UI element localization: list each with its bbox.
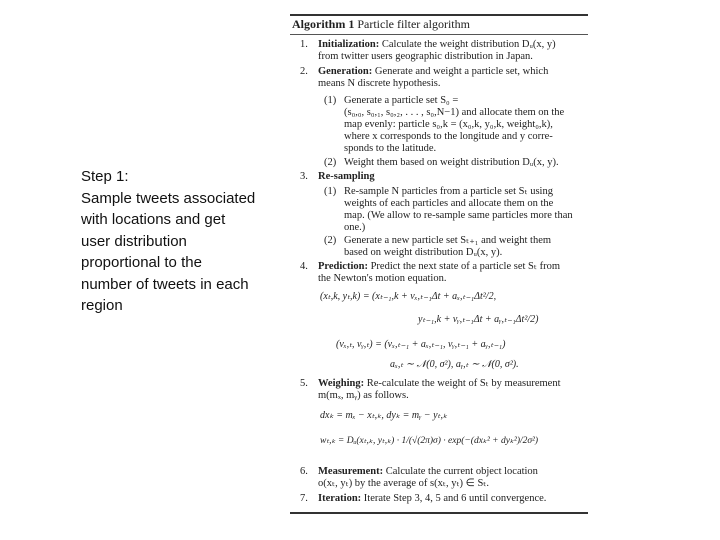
prediction-equation: yₜ₋₁,k + vᵧ,ₜ₋₁Δt + aᵧ,ₜ₋₁Δt²/2): [418, 314, 539, 325]
substep-line: sponds to the latitude.: [344, 143, 437, 154]
step-line: Generation: Generate and weight a particle set, which: [318, 66, 549, 77]
top-rule: [290, 14, 588, 16]
step-caption: [81, 166, 276, 317]
substep-number: (2): [324, 157, 337, 168]
step-line: the Newton's motion equation.: [318, 273, 447, 284]
caption-line: proportional to the: [81, 254, 202, 271]
step-line: from twitter users geographic distribution in Japan.: [318, 51, 533, 62]
algorithm-label: Algorithm 1: [292, 17, 355, 31]
substep-line: Generate a particle set S₀ =: [344, 95, 459, 106]
weighing-equation: dxₖ = mₓ − xₜ,ₖ, dyₖ = mᵧ − yₜ,ₖ: [320, 410, 448, 421]
substep-number: (2): [324, 235, 337, 246]
caption-line: region: [81, 297, 123, 314]
caption-line: user distribution: [81, 232, 187, 250]
substep-line: Weight them based on weight distribution Dᵤ(x, y).: [344, 157, 559, 168]
caption-line: Step 1:: [81, 168, 129, 185]
substep-line: based on weight distribution Dᵤ(x, y).: [344, 247, 503, 258]
prediction-equation: (xₜ,k, yₜ,k) = (xₜ₋₁,k + vₓ,ₜ₋₁Δt + aₓ,ₜ₋₁Δt²/2,: [320, 291, 497, 302]
weighing-equation: wₜ,ₖ = Dᵤ(xₜ,ₖ, yₜ,ₖ) · 1/(√(2π)σ) · exp(−(dxₖ² + dyₖ²)/2σ²): [320, 436, 539, 446]
step-number: 6.: [300, 466, 308, 477]
step-number: 1.: [300, 39, 308, 50]
substep-line: one.): [344, 222, 366, 233]
step-line: means N discrete hypothesis.: [318, 78, 441, 89]
step-line: Weighing: Re-calculate the weight of Sₜ by measurement: [318, 378, 561, 389]
caption-line: number of tweets in each: [81, 275, 249, 293]
substep-line: Re-sample N particles from a particle set Sₜ using: [344, 186, 553, 197]
substep-number: (1): [324, 95, 337, 106]
title-rule: [290, 34, 588, 35]
step-line: Re-sampling: [318, 171, 375, 182]
prediction-equation: (vₓ,ₜ, vᵧ,ₜ) = (vₓ,ₜ₋₁ + aₓ,ₜ₋₁, vᵧ,ₜ₋₁ + aᵧ,ₜ₋₁): [336, 339, 506, 350]
step-line: m(mₓ, mᵧ) as follows.: [318, 390, 409, 401]
substep-line: map evenly: particle s₀,k = (x₀,k, y₀,k, weight₀,k),: [344, 119, 553, 130]
substep-line: where x corresponds to the longitude and y corre-: [344, 131, 553, 142]
caption-line: with locations and get: [81, 211, 226, 228]
step-line: Measurement: Calculate the current object location: [318, 466, 538, 477]
substep-line: map. (We allow to re-sample same particles more than: [344, 210, 573, 221]
substep-line: (s₀,₀, s₀,₁, s₀,₂, . . . , s₀,N−1) and allocate them on the: [344, 107, 565, 118]
step-number: 4.: [300, 261, 308, 272]
step-line: Prediction: Predict the next state of a particle set Sₜ from: [318, 261, 561, 272]
algorithm-title: [292, 18, 470, 30]
algorithm-name: Particle filter algorithm: [357, 17, 470, 31]
substep-number: (1): [324, 186, 337, 197]
step-line: Iteration: Iterate Step 3, 4, 5 and 6 until convergence.: [318, 493, 547, 504]
bottom-rule: [290, 512, 588, 514]
prediction-equation: aₓ,ₜ ∼ 𝒩(0, σ²), aᵧ,ₜ ∼ 𝒩(0, σ²).: [390, 359, 519, 370]
step-number: 5.: [300, 378, 308, 389]
step-number: 3.: [300, 171, 308, 182]
step-number: 2.: [300, 66, 308, 77]
substep-line: Generate a new particle set Sₜ₊₁ and weight them: [344, 235, 552, 246]
substep-line: weights of each particles and allocate them on the: [344, 198, 554, 209]
step-line: o(xₜ, yₜ) by the average of s(xₜ, yₜ) ∈ Sₜ.: [318, 478, 490, 489]
step-number: 7.: [300, 493, 308, 504]
algorithm-box: [290, 14, 588, 513]
step-line: Initialization: Calculate the weight distribution Dᵤ(x, y): [318, 39, 556, 50]
caption-line: Sample tweets associated: [81, 189, 256, 207]
